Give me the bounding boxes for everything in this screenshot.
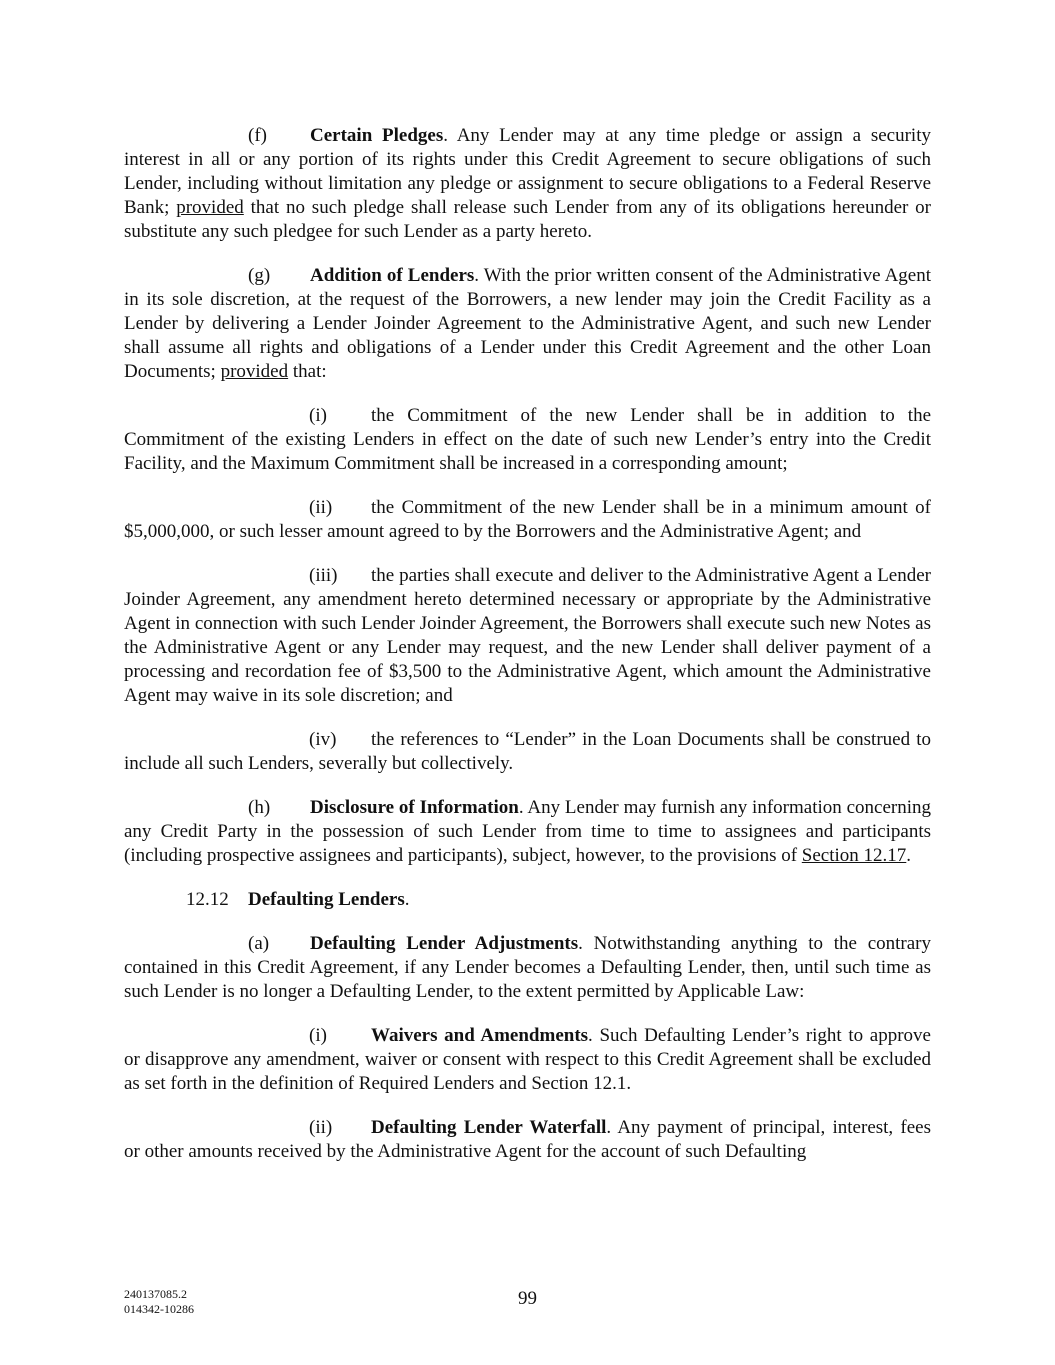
document-id: 240137085.2 <box>124 1287 187 1301</box>
document-body <box>124 124 931 1184</box>
paragraph-text: . <box>906 845 912 866</box>
paragraph-h <box>124 796 931 868</box>
paragraph-text: . Any Lender may furnish any information concerning any Credit Party in the possession of such Lender from time to time to assignees and participants (including prospective assignees and participants), subject, however, to the provisions of <box>124 797 932 866</box>
section-12-12-heading <box>186 888 931 912</box>
paragraph-text: the Commitment of the new Lender shall be in addition to the Commitment of the existing Lenders in effect on the date of such new Lender’s entry into the Credit Facility, and the Maximum Commitment shall be increased in a corresponding amount; <box>124 405 931 474</box>
paragraph-heading: Defaulting Lender Adjustments <box>310 933 579 954</box>
section-title-period: . <box>404 889 410 910</box>
underlined-term: provided <box>220 361 289 382</box>
paragraph-a <box>124 932 931 1004</box>
paragraph-heading: Waivers and Amendments <box>371 1025 589 1046</box>
underlined-term: provided <box>176 197 244 218</box>
paragraph-number: (ii) <box>309 1117 333 1138</box>
paragraph-number: (iii) <box>309 565 338 586</box>
paragraph-text: the Commitment of the new Lender shall be in a minimum amount of $5,000,000, or such lesser amount agreed to by the Borrowers and the Administrative Agent; and <box>124 497 931 542</box>
paragraph-number: (iv) <box>309 729 337 750</box>
paragraph-a-i <box>124 1024 931 1096</box>
paragraph-text: . Such Defaulting Lender’s right to approve or disapprove any amendment, waiver or consent with respect to this Credit Agreement shall be excluded as set forth in the definition of Required Lenders and Section 12.1. <box>124 1025 931 1094</box>
paragraph-number: (h) <box>248 797 271 818</box>
paragraph-text: . Notwithstanding anything to the contrary contained in this Credit Agreement, if any Lender becomes a Defaulting Lender, then, until such time as such Lender is no longer a Defaulting Lender, to the extent permitted by Applicable Law: <box>124 933 931 1002</box>
paragraph-a-ii <box>124 1116 931 1164</box>
paragraph-heading: Defaulting Lender Waterfall <box>371 1117 607 1138</box>
paragraph-number: (g) <box>248 265 271 286</box>
paragraph-heading: Certain Pledges <box>310 125 444 146</box>
section-number: 12.12 <box>186 889 229 910</box>
paragraph-g-i <box>124 404 931 476</box>
paragraph-number: (a) <box>248 933 270 954</box>
paragraph-number: (i) <box>309 405 327 426</box>
paragraph-g-iii <box>124 564 931 708</box>
paragraph-text: . With the prior written consent of the Administrative Agent in its sole discretion, at the request of the Borrowers, a new lender may join the Credit Facility as a Lender by delivering a Lender Joinder Agreement to the Administrative Agent, and such new Lender shall assume all rights and obligations of a Lender under this Credit Agreement and the other Loan Documents; <box>124 265 931 382</box>
section-reference: Section 12.17 <box>801 845 907 866</box>
paragraph-text: the parties shall execute and deliver to the Administrative Agent a Lender Joinder Agreement, any amendment hereto determined necessary or appropriate by the Administrative Agent in connection with such Lender Joinder Agreement, the Borrowers shall execute such new Notes as the Administrative Agent or any Lender may request, and the new Lender shall deliver payment of a processing and recordation fee of $3,500 to the Administrative Agent, which amount the Administrative Agent may waive in its sole discretion; and <box>124 565 931 706</box>
paragraph-text: the references to “Lender” in the Loan Documents shall be construed to include all such Lenders, severally but collectively. <box>124 729 931 774</box>
paragraph-g-iv <box>124 728 931 776</box>
paragraph-g <box>124 264 931 384</box>
paragraph-heading: Disclosure of Information <box>310 797 519 818</box>
paragraph-g-ii <box>124 496 931 544</box>
paragraph-number: (i) <box>309 1025 327 1046</box>
paragraph-text: . Any Lender may at any time pledge or assign a security interest in all or any portion of its rights under this Credit Agreement to secure obligations of such Lender, including without limitation any pledge or assignment to secure obligations to a Federal Reserve Bank; <box>124 125 931 218</box>
paragraph-text: that: <box>288 361 327 382</box>
paragraph-f <box>124 124 931 244</box>
matter-id: 014342-10286 <box>124 1302 194 1316</box>
paragraph-number: (ii) <box>309 497 333 518</box>
section-title: Defaulting Lenders <box>248 889 405 910</box>
paragraph-number: (f) <box>248 125 267 146</box>
paragraph-text: . Any payment of principal, interest, fees or other amounts received by the Administrative Agent for the account of such Defaulting <box>124 1117 931 1162</box>
paragraph-heading: Addition of Lenders <box>310 265 475 286</box>
paragraph-text: that no such pledge shall release such Lender from any of its obligations hereunder or substitute any such pledgee for such Lender as a party hereto. <box>124 197 931 242</box>
page-number: 99 <box>518 1288 537 1309</box>
